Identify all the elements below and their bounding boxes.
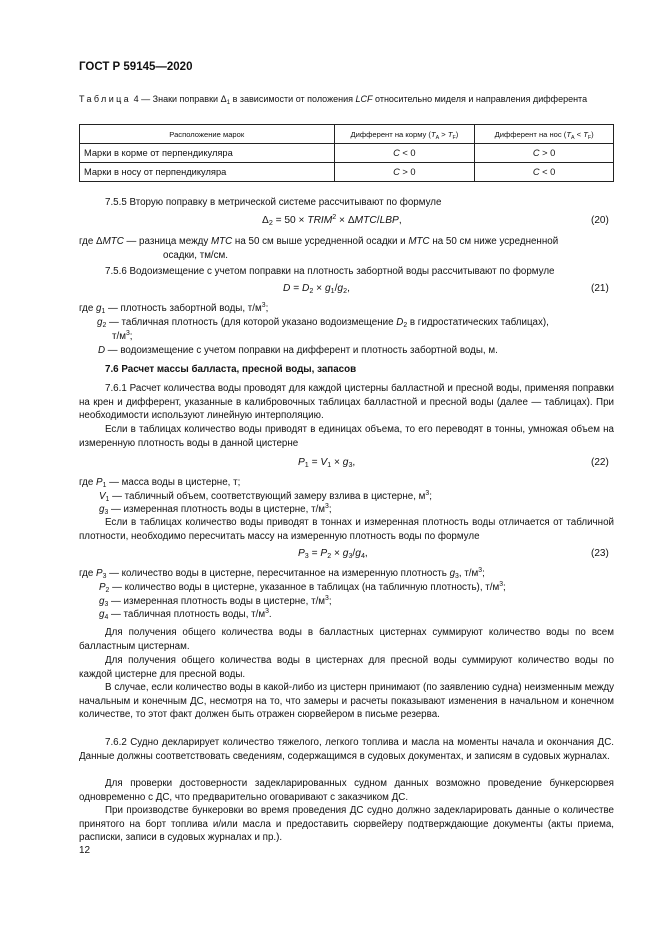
where-g2: $g_2$ — табличная плотность (для которой указано водоизмещение $D_2$ в гидростатических таблицах), <box>97 317 549 329</box>
equation-number-22: (22) <box>591 457 609 468</box>
paragraph-bunker-survey: Для проверки достоверности задекларированных судном данных возможно проведение бункерсюрвея одновременно с ДС, что предварительно оговаривают с заказчиком ДС. <box>79 778 614 803</box>
where-g2-cont: $т/м^3$; <box>112 330 133 342</box>
paragraph-7-5-6: 7.5.6 Водоизмещение с учетом поправки на плотность забортной воды рассчитывают по формуле <box>105 266 555 277</box>
table-header-row <box>80 125 614 144</box>
where-delta-mtc-cont: осадки, тм/см. <box>163 250 229 261</box>
paragraph-7-5-5: 7.5.5 Вторую поправку в метрической системе рассчитывают по формуле <box>105 197 442 208</box>
where-d: D — водоизмещение с учетом поправки на дифферент и плотность забортной воды, м. <box>98 345 498 356</box>
where-delta-mtc: где ΔMTC — разница между MTC на 50 см выше усредненной осадки и MTC на 50 см ниже усредненной <box>79 236 559 247</box>
equation-number-21: (21) <box>591 283 609 294</box>
paragraph-fresh-total: Для получения общего количества воды в цистернах для пресной воды суммируют количество воды по каждой цистерне для пресной воды. <box>79 655 614 680</box>
caption-number: 4 <box>133 94 139 104</box>
section-7-6-title: 7.6 Расчет массы балласта, пресной воды, запасов <box>105 364 357 375</box>
equation-number-20: (20) <box>591 215 609 226</box>
row-label: Марки в корме от перпендикуляра <box>80 144 335 163</box>
where-p2: $P_2$ — количество воды в цистерне, указанное в таблицах (на табличную плотность), $т/м^3$; <box>99 581 506 594</box>
table-row <box>80 144 614 163</box>
header-trim-bow: Дифферент на нос $(T_A < T_F)$ <box>475 125 614 144</box>
paragraph-bunkering: При производстве бункеровки во время проведения ДС судно должно задекларировать данные о количестве принятого на борт топлива и/или масла и предоставить сюрвейеру подтверждающие документы (акты приема, расписки, записи в судовых журналах и пр.). <box>79 805 614 844</box>
row-label: Марки в носу от перпендикуляра <box>80 163 335 182</box>
paragraph-unchanged-case: В случае, если количество воды в какой-либо из цистерн принимают (по заявлению судна) неизменным между начальным и конечным ДС, несмотря на то, что замеры и расчеты показывают изменения в начальном и конечном количестве, то этот факт должен быть отражен сюрвейером в письме резерва. <box>79 682 614 721</box>
paragraph-ballast-total: Для получения общего количества воды в балластных цистернах суммируют количество воды по всем балластным цистернам. <box>79 627 614 652</box>
formula-23: $P_3 = P_2 \times g_3/g_4$, <box>298 548 368 560</box>
page-number: 12 <box>79 845 91 856</box>
stern-sign-cell: C > 0 <box>334 163 475 182</box>
bow-sign-cell: C > 0 <box>475 144 614 163</box>
paragraph-7-6-2: 7.6.2 Судно декларирует количество тяжелого, легкого топлива и масла на моменты начала и окончания ДС. Данные должны соответствовать сведениям, содержащимся в судовых документах, и записям в судовых журналах. <box>79 737 614 762</box>
standard-header: ГОСТ Р 59145—2020 <box>79 61 193 73</box>
bow-sign-cell: C < 0 <box>475 163 614 182</box>
header-trim-stern: Дифферент на корму $(T_A > T_F)$ <box>334 125 475 144</box>
where-p1: где $P_1$ — масса воды в цистерне, т; <box>79 477 241 489</box>
paragraph-7-6-1: 7.6.1 Расчет количества воды проводят для каждой цистерны балластной и пресной воды, применяя поправки на крен и дифферент, указанные в калибровочных таблицах балластной и пресной воды (далее — таблицах). При необходимости используют линейную интерполяцию. <box>79 383 614 422</box>
formula-22: $P_1 = V_1 \times g_3$, <box>298 457 356 469</box>
caption-word: Таблица <box>79 94 132 104</box>
where-p3: где $P_3$ — количество воды в цистерне, пересчитанное на измеренную плотность $g_3$, $т/м^3$; <box>79 567 485 580</box>
where-g3: $g_3$ — измеренная плотность воды в цистерне, $т/м^3$; <box>99 503 332 516</box>
where-v1: $V_1$ — табличный объем, соответствующий замеру взлива в цистерне, $м^3$; <box>99 490 432 503</box>
where-g3-measured: $g_3$ — измеренная плотность воды в цистерне, $т/м^3$; <box>99 595 332 608</box>
header-mark-location: Расположение марок <box>80 125 335 144</box>
where-g1: где $g_1$ — плотность забортной воды, $т/м^3$; <box>79 302 269 315</box>
table-4-caption: Таблица 4 — Знаки поправки $\Delta_1$ в зависимости от положения LCF относительно миделя и направления дифферента <box>79 94 588 106</box>
table-row <box>80 163 614 182</box>
where-g4: $g_4$ — табличная плотность воды, $т/м^3$. <box>99 608 272 621</box>
table-4 <box>79 124 614 182</box>
equation-number-23: (23) <box>591 548 609 559</box>
formula-21: $D = D_2 \times g_1/g_2$, <box>283 283 350 295</box>
paragraph-tons: Если в таблицах количество воды приводят в тоннах и измеренная плотность воды отличается от табличной плотности, необходимо пересчитать массу на измеренную плотность воды по формуле <box>79 517 614 542</box>
formula-20: $\Delta_2 = 50$ × $TRIM^2 \times \Delta MTC/LBP$, <box>262 213 402 227</box>
stern-sign-cell: C < 0 <box>334 144 475 163</box>
paragraph-volume-units: Если в таблицах количество воды приводят в единицах объема, то его переводят в тонны, умножая объем на измеренную плотность воды в данной цистерне <box>79 424 614 449</box>
